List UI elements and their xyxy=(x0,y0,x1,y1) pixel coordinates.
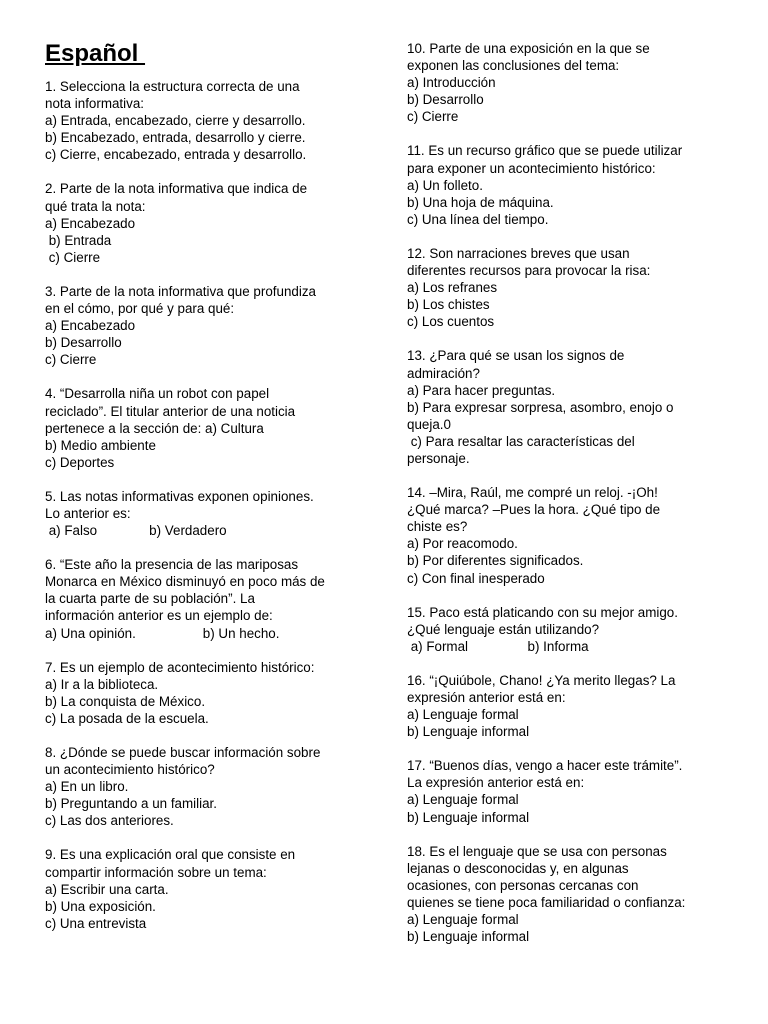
question-block xyxy=(407,347,737,467)
question-block xyxy=(45,180,375,265)
question-line: a) Para hacer preguntas. xyxy=(407,382,556,398)
page-title: Español xyxy=(45,40,146,67)
question-block xyxy=(407,757,737,825)
question-line: c) Con final inesperado xyxy=(407,570,545,586)
question-line: quienes se tiene poca familiaridad o confianza: xyxy=(407,894,686,910)
question-line: b) Lenguaje informal xyxy=(407,724,530,740)
question-line: reciclado”. El titular anterior de una noticia xyxy=(45,403,296,419)
question-text: 7. Es un ejemplo de acontecimiento histórico: xyxy=(45,659,315,675)
question-block xyxy=(407,245,737,330)
question-text: 11. Es un recurso gráfico que se puede utilizar xyxy=(407,143,683,159)
question-line: qué trata la nota: xyxy=(45,198,146,214)
question-line: b) Por diferentes significados. xyxy=(407,553,584,569)
question-line: a) Escribir una carta. xyxy=(45,881,169,897)
question-line: a) Encabezado xyxy=(45,215,136,231)
question-line: a) Lenguaje formal xyxy=(407,707,519,723)
question-text: 6. “Este año la presencia de las mariposas xyxy=(45,557,299,573)
question-line: admiración? xyxy=(407,365,480,381)
question-line: b) Encabezado, entrada, desarrollo y cierre. xyxy=(45,130,306,146)
question-text: 4. “Desarrolla niña un robot con papel xyxy=(45,386,270,402)
right-question-list xyxy=(407,40,737,945)
question-line: Lo anterior es: xyxy=(45,505,131,521)
question-line: a) Los refranes xyxy=(407,280,498,296)
question-line: Monarca en México disminuyó en poco más de xyxy=(45,574,325,590)
question-text: 15. Paco está platicando con su mejor amigo. xyxy=(407,604,678,620)
question-line: b) Una hoja de máquina. xyxy=(407,194,554,210)
question-line: diferentes recursos para provocar la risa: xyxy=(407,263,651,279)
question-line: b) Medio ambiente xyxy=(45,437,156,453)
question-line: b) Los chistes xyxy=(407,297,490,313)
question-line: c) Cierre xyxy=(45,352,97,368)
question-line: c) Una entrevista xyxy=(45,915,147,931)
question-line: c) Cierre xyxy=(45,249,101,265)
question-line: personaje. xyxy=(407,450,470,466)
question-text: 14. –Mira, Raúl, me compré un reloj. -¡Oh! xyxy=(407,485,658,501)
question-line: la cuarta parte de su población”. La xyxy=(45,591,255,607)
question-line: a) Lenguaje formal xyxy=(407,912,519,928)
question-line: b) Para expresar sorpresa, asombro, enojo o xyxy=(407,399,674,415)
question-block xyxy=(407,843,737,946)
question-text: 12. Son narraciones breves que usan xyxy=(407,245,630,261)
question-block xyxy=(45,283,375,368)
question-text: 10. Parte de una exposición en la que se xyxy=(407,41,650,56)
question-text: 5. Las notas informativas exponen opiniones. xyxy=(45,488,314,504)
question-line: en el cómo, por qué y para qué: xyxy=(45,301,235,317)
question-line: nota informativa: xyxy=(45,96,144,112)
question-line: compartir información sobre un tema: xyxy=(45,864,267,880)
question-line: b) Preguntando a un familiar. xyxy=(45,796,217,812)
question-line: expresión anterior está en: xyxy=(407,690,566,705)
question-line: c) Las dos anteriores. xyxy=(45,813,174,829)
question-line: a) Encabezado xyxy=(45,318,136,334)
question-line: b) Lenguaje informal xyxy=(407,809,530,825)
question-block xyxy=(45,846,375,931)
question-block xyxy=(407,672,737,740)
question-line: b) Una exposición. xyxy=(45,898,156,914)
question-line: a) Falso b) Verdadero xyxy=(45,523,227,539)
question-block xyxy=(407,604,737,655)
question-text: 2. Parte de la nota informativa que indica de xyxy=(45,181,308,197)
question-block xyxy=(407,142,737,227)
question-line: La expresión anterior está en: xyxy=(407,775,585,791)
question-text: 8. ¿Dónde se puede buscar información sobre xyxy=(45,745,321,760)
question-line: a) Lenguaje formal xyxy=(407,792,519,808)
question-line: a) Ir a la biblioteca. xyxy=(45,676,159,692)
question-line: b) Entrada xyxy=(45,232,112,248)
question-line: lejanas o desconocidas y, en algunas xyxy=(407,860,629,876)
question-text: 16. “¡Quiúbole, Chano! ¿Ya merito llegas? La xyxy=(407,672,676,688)
question-line: para exponer un acontecimiento histórico: xyxy=(407,160,656,176)
question-line: c) Cierre, encabezado, entrada y desarrollo. xyxy=(45,147,307,163)
question-block xyxy=(45,488,375,539)
question-block xyxy=(45,744,375,829)
question-line: c) Cierre xyxy=(407,109,459,125)
question-block xyxy=(407,40,737,125)
question-text: 17. “Buenos días, vengo a hacer este trámite”. xyxy=(407,758,683,774)
question-line: ¿Qué lenguaje están utilizando? xyxy=(407,621,600,637)
question-line: un acontecimiento histórico? xyxy=(45,762,215,778)
question-block xyxy=(45,659,375,727)
question-line: a) Introducción xyxy=(407,75,496,91)
question-text: 18. Es el lenguaje que se usa con personas xyxy=(407,843,667,859)
question-line: a) Entrada, encabezado, cierre y desarrollo. xyxy=(45,113,306,129)
question-text: 3. Parte de la nota informativa que profundiza xyxy=(45,283,316,299)
question-line: a) Una opinión. b) Un hecho. xyxy=(45,625,280,641)
right-column xyxy=(407,40,737,962)
question-line: a) Formal b) Informa xyxy=(407,638,589,654)
question-line: a) Un folleto. xyxy=(407,177,483,193)
question-line: exponen las conclusiones del tema: xyxy=(407,58,620,74)
question-line: ¿Qué marca? –Pues la hora. ¿Qué tipo de xyxy=(407,502,661,518)
question-line: c) Para resaltar las características del xyxy=(407,433,635,449)
question-text: 9. Es una explicación oral que consiste en xyxy=(45,847,296,863)
question-line: a) En un libro. xyxy=(45,779,129,795)
question-block xyxy=(407,484,737,587)
question-line: c) Una línea del tiempo. xyxy=(407,211,549,227)
left-question-list xyxy=(45,78,375,932)
question-text: 1. Selecciona la estructura correcta de una xyxy=(45,79,300,94)
question-line: chiste es? xyxy=(407,519,468,535)
question-line: pertenece a la sección de: a) Cultura xyxy=(45,420,264,436)
question-line: información anterior es un ejemplo de: xyxy=(45,608,273,624)
left-column xyxy=(45,40,375,949)
question-block xyxy=(45,556,375,641)
question-line: queja.0 xyxy=(407,416,451,432)
question-line: c) La posada de la escuela. xyxy=(45,710,209,726)
question-line: b) Desarrollo xyxy=(407,92,484,108)
question-line: b) La conquista de México. xyxy=(45,693,206,709)
question-text: 13. ¿Para qué se usan los signos de xyxy=(407,348,625,364)
question-block xyxy=(45,385,375,470)
question-line: b) Lenguaje informal xyxy=(407,929,530,945)
question-line: b) Desarrollo xyxy=(45,335,122,351)
question-block xyxy=(45,78,375,163)
question-line: a) Por reacomodo. xyxy=(407,536,518,552)
question-line: c) Deportes xyxy=(45,454,115,470)
question-line: ocasiones, con personas cercanas con xyxy=(407,877,639,893)
question-line: c) Los cuentos xyxy=(407,314,495,330)
